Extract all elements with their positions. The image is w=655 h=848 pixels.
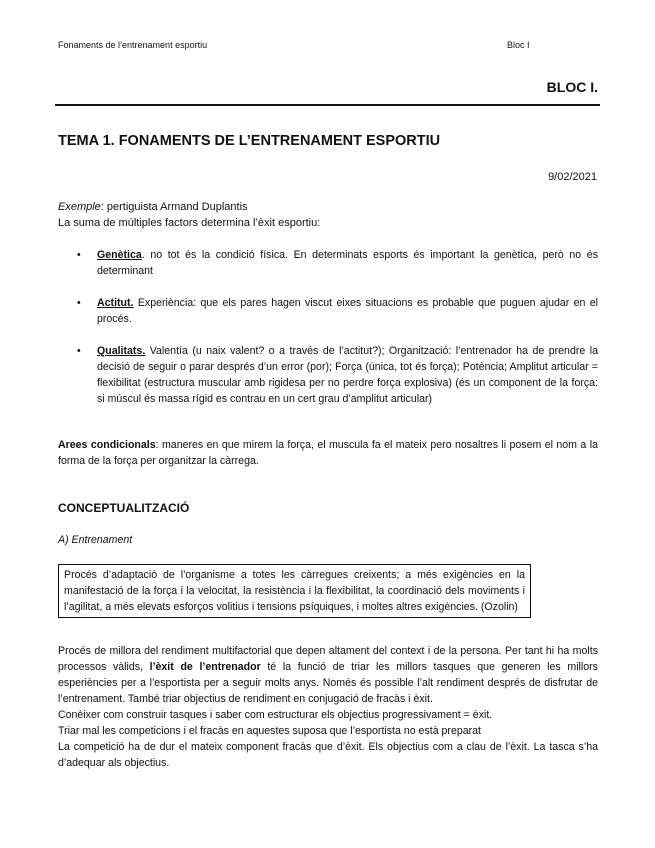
list-item	[58, 295, 598, 327]
subsection-heading: A) Entrenament	[58, 534, 133, 546]
date: 9/02/2021	[548, 171, 597, 183]
body-bold: l’èxit de l’entrenador	[149, 661, 261, 673]
body-text	[58, 643, 598, 771]
factor-text: Valentía (u naix valent? o a través de l’actitut?); Organització: l’entrenador ha de prendre la decisió de seguir o parar després d’un error (por); Força (única, tot és força); Potència; Amplitut articular = flexibilitat (estructura muscular amb rigidesa per no perdre força explosiva) (és un component de la força: si múscul és massa rígid es contrau en un cert grau d’amplitut articular)	[97, 345, 598, 405]
bloc-title: BLOC I.	[546, 79, 598, 95]
list-item	[58, 247, 598, 279]
bullet-icon: •	[77, 297, 81, 309]
title-divider	[55, 104, 600, 106]
bullet-icon: •	[77, 249, 81, 261]
arees-paragraph	[58, 437, 598, 469]
page-header-section: Bloc I	[507, 40, 530, 50]
body-paragraph	[58, 643, 598, 707]
factor-term: Genètica	[97, 249, 142, 261]
factor-term: Actitut.	[97, 297, 134, 309]
arees-label: Arees condicionals	[58, 439, 156, 451]
section-heading: CONCEPTUALITZACIÓ	[58, 501, 190, 515]
bullet-icon: •	[77, 345, 81, 357]
factors-list	[58, 247, 598, 407]
example-text: : pertiguista Armand Duplantis	[100, 201, 248, 213]
body-paragraph: Triar mal les competicions i el fracàs en aquestes suposa que l’esportista no està preparat	[58, 725, 481, 737]
factor-text: . no tot és la condició física. En determinats esports és important la genètica, però no és determinant	[97, 249, 598, 277]
factor-term: Qualitats.	[97, 345, 146, 357]
factor-text: Experiència: que els pares hagen viscut eixes situacions es probable que puguen ajudar en el procés.	[97, 297, 598, 325]
body-text-b: té la funció de triar les millors tasques que generen les millors esperiències per a l’esportista per a seguir molts anys. Només és possible l’alt rendiment després de disfrutar de l’entrenament. També triar objectius de rendiment en conjugació de fracàs i èxit.	[58, 661, 598, 705]
example-line	[58, 199, 598, 215]
list-item	[58, 343, 598, 407]
arees-text: : maneres en que mirem la força, el muscula fa el mateix pero nosaltres li posem el nom a la forma de la força per organitzar la càrrega.	[58, 439, 598, 467]
body-text-a: Procés de millora del rendiment multifactorial que depen altament del context i de la persona. Per tant hi ha molts processos vàlids,	[58, 645, 598, 673]
definition-box: Procés d’adaptació de l’organisme a totes les càrregues creixents; a més exigències en la manifestació de la força i la velocitat, la resistència i la flexibilitat, la coordinació dels moviments i l’agilitat, a més elevats esforços volitius i tensions psíquiques, i moltes altres exigències. (Ozolin)	[58, 564, 531, 618]
intro-line: La suma de múltiples factors determina l’èxit esportiu:	[58, 217, 321, 229]
intro-paragraph	[58, 199, 598, 231]
example-label: Exemple	[58, 201, 101, 213]
tema-title: TEMA 1. FONAMENTS DE L’ENTRENAMENT ESPORTIU	[58, 133, 441, 149]
page-header-title: Fonaments de l’entrenament esportiu	[58, 40, 208, 50]
body-paragraph: Conèixer com construir tasques i saber com estructurar els objectius progressivament = èxit.	[58, 709, 493, 721]
body-paragraph: La competició ha de dur el mateix component fracàs que d’èxit. Els objectius com a clau de l’èxit. La tasca s’ha d’adequar als objectius.	[58, 741, 598, 769]
